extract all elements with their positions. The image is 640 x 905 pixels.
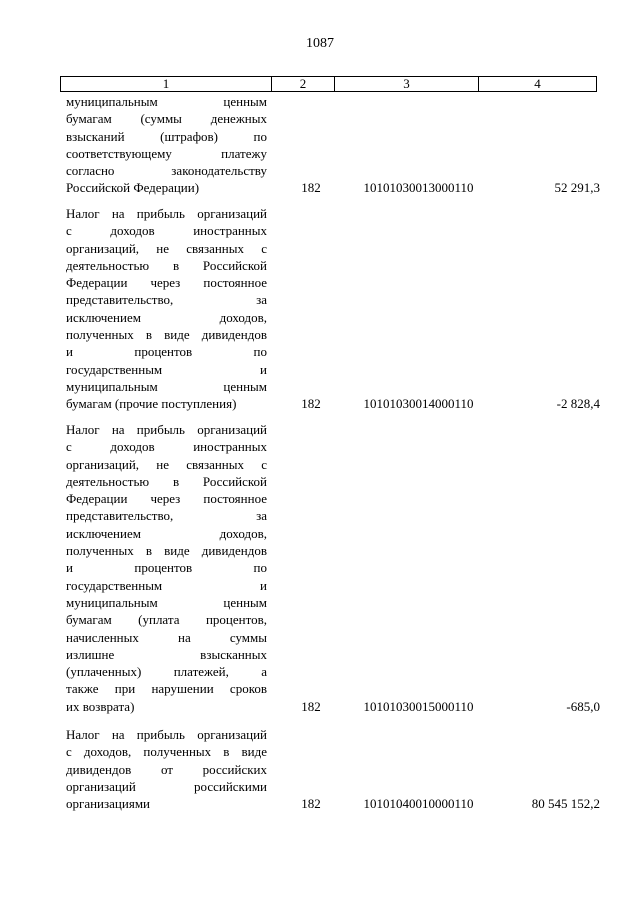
- row-code: 182: [301, 698, 321, 714]
- description-line: Налог на прибыль организаций: [66, 206, 267, 221]
- description-line: организаций, не связанных с: [66, 240, 267, 256]
- description-line: государственным и: [66, 361, 267, 377]
- description-line: дивидендов от российских: [66, 761, 267, 777]
- row-amount: -2 828,4: [556, 396, 600, 412]
- description-line: исключением доходов,: [66, 309, 267, 325]
- description-line: деятельностью в Российской: [66, 257, 267, 273]
- description-line: бумагам (уплата процентов,: [66, 612, 267, 628]
- description-line: соответствующему платежу: [66, 145, 267, 161]
- description-line: также при нарушении сроков: [66, 681, 267, 697]
- row-description: [66, 421, 267, 715]
- row-kbk: 10101030015000110: [363, 698, 474, 714]
- table-row: [66, 421, 600, 715]
- column-header-4: 4: [534, 76, 541, 91]
- description-line: муниципальным ценным: [66, 378, 267, 394]
- description-line: с доходов иностранных: [66, 223, 267, 239]
- description-line: представительство, за: [66, 508, 267, 524]
- description-line: и процентов по: [66, 344, 267, 360]
- column-header-2: 2: [272, 77, 335, 91]
- table-row: [66, 205, 600, 413]
- description-line: государственным и: [66, 577, 267, 593]
- row-description: [66, 726, 267, 812]
- description-line: полученных в виде дивидендов: [66, 327, 267, 343]
- table-row: [66, 93, 600, 197]
- description-line: их возврата): [66, 698, 135, 714]
- table-header: [60, 76, 597, 92]
- row-description: [66, 93, 267, 197]
- description-line: с доходов иностранных: [66, 439, 267, 455]
- description-line: излишне взысканных: [66, 646, 267, 662]
- table-row: [66, 726, 600, 812]
- row-code: 182: [301, 796, 321, 812]
- description-line: Федерации через постоянное: [66, 275, 267, 291]
- description-line: организаций, не связанных с: [66, 456, 267, 472]
- description-line: муниципальным ценным: [66, 594, 267, 610]
- row-description: [66, 205, 267, 413]
- description-line: Российской Федерации): [66, 180, 200, 196]
- description-line: бумагам (суммы денежных: [66, 111, 267, 127]
- description-line: Налог на прибыль организаций: [66, 727, 267, 742]
- row-kbk: 10101040010000110: [363, 796, 474, 812]
- column-header-1: 1: [61, 77, 272, 91]
- description-line: бумагам (прочие поступления): [66, 396, 237, 412]
- description-line: начисленных на суммы: [66, 629, 267, 645]
- description-line: (уплаченных) платежей, а: [66, 664, 267, 680]
- description-line: Федерации через постоянное: [66, 491, 267, 507]
- row-code: 182: [301, 180, 321, 196]
- page-number: 1087: [306, 36, 334, 51]
- description-line: с доходов, полученных в виде: [66, 744, 267, 760]
- row-code: 182: [301, 396, 321, 412]
- row-amount: 80 545 152,2: [531, 796, 600, 812]
- description-line: согласно законодательству: [66, 163, 267, 179]
- description-line: взысканий (штрафов) по: [66, 128, 267, 144]
- description-line: организаций российскими: [66, 778, 267, 794]
- row-amount: -685,0: [566, 698, 600, 714]
- description-line: представительство, за: [66, 292, 267, 308]
- description-line: муниципальным ценным: [66, 94, 267, 109]
- column-header-3: 3: [335, 77, 479, 91]
- description-line: полученных в виде дивидендов: [66, 543, 267, 559]
- description-line: исключением доходов,: [66, 525, 267, 541]
- row-kbk: 10101030013000110: [363, 180, 474, 196]
- description-line: Налог на прибыль организаций: [66, 422, 267, 437]
- row-amount: 52 291,3: [554, 180, 600, 196]
- description-line: деятельностью в Российской: [66, 473, 267, 489]
- description-line: организациями: [66, 796, 150, 812]
- description-line: и процентов по: [66, 560, 267, 576]
- row-kbk: 10101030014000110: [363, 396, 474, 412]
